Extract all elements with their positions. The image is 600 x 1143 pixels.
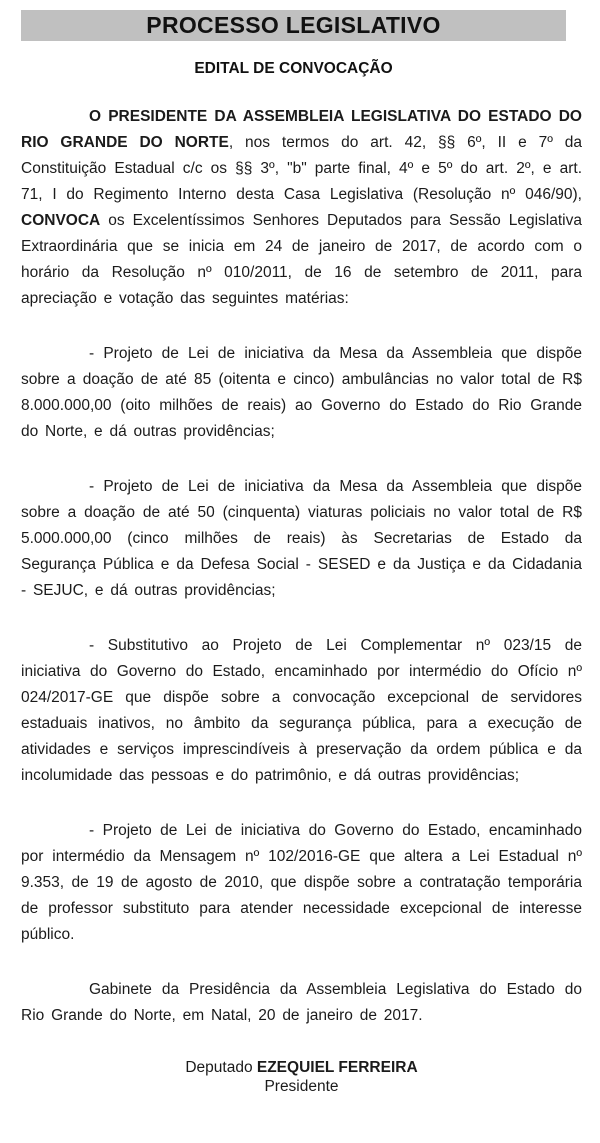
opening-convoca-bold: CONVOCA [21, 212, 101, 229]
document-subtitle: EDITAL DE CONVOCAÇÃO [194, 60, 393, 77]
opening-after-convoca: os Excelentíssimos Senhores Deputados para Sessão Legislativa Extraordinária que se inicia em 24 de janeiro de 2017, de acordo com o horário da Resolução nº 010/2011, de 16 de setembro de 2011, para apreciação e votação das seguintes matérias: [21, 212, 582, 307]
signature-block [21, 1058, 582, 1096]
signature-name: EZEQUIEL FERREIRA [256, 1059, 418, 1076]
document-body [21, 104, 582, 1096]
document-title: PROCESSO LEGISLATIVO [146, 12, 441, 38]
signature-role: Presidente [264, 1078, 339, 1095]
opening-legal-basis: , nos termos do art. 42, §§ 6º, II e 7º da Constituição Estadual c/c os §§ 3º, "b" parte final, 4º e 5º do art. 2º, e art. 71, I do Regimento Interno desta Casa Legislativa (Resolução nº 046/90), [21, 134, 582, 203]
agenda-item-police-vehicles: - Projeto de Lei de iniciativa da Mesa da Assembleia que dispõe sobre a doação de até 50 (cinquenta) viaturas policiais no valor total de R$ 5.000.000,00 (cinco milhões de reais) às Secretarias de Estado da Segurança Pública e da Defesa Social - SESED e da Justiça e da Cidadania - SEJUC, e dá outras providências; [21, 478, 582, 599]
document-header-bar [21, 10, 566, 41]
opening-paragraph [21, 104, 582, 312]
closing-paragraph: Gabinete da Presidência da Assembleia Legislativa do Estado do Rio Grande do Norte, em Natal, 20 de janeiro de 2017. [21, 981, 582, 1024]
agenda-item-ambulances: - Projeto de Lei de iniciativa da Mesa da Assembleia que dispõe sobre a doação de até 85 (oitenta e cinco) ambulâncias no valor total de R$ 8.000.000,00 (oito milhões de reais) ao Governo do Estado do Rio Grande do Norte, e dá outras providências; [21, 345, 582, 440]
document-page [0, 10, 600, 1143]
agenda-item-teacher-law: - Projeto de Lei de iniciativa do Governo do Estado, encaminhado por intermédio da Mensagem nº 102/2016-GE que altera a Lei Estadual nº 9.353, de 19 de agosto de 2010, que dispõe sobre a contratação temporária de professor substituto para atender necessidade excepcional de interesse público. [21, 822, 582, 943]
opening-president-bold: O PRESIDENTE DA ASSEMBLEIA LEGISLATIVA DO ESTADO DO RIO GRANDE DO NORTE [21, 108, 582, 151]
agenda-item-substitutivo: - Substitutivo ao Projeto de Lei Complementar nº 023/15 de iniciativa do Governo do Estado, encaminhado por intermédio do Ofício nº 024/2017-GE que dispõe sobre a convocação excepcional de servidores estaduais inativos, no âmbito da segurança pública, para a execução de atividades e serviços imprescindíveis à preservação da ordem pública e da incolumidade das pessoas e do patrimônio, e dá outras providências; [21, 637, 582, 784]
signature-prefix: Deputado [185, 1059, 257, 1076]
signature-line [21, 1058, 582, 1077]
